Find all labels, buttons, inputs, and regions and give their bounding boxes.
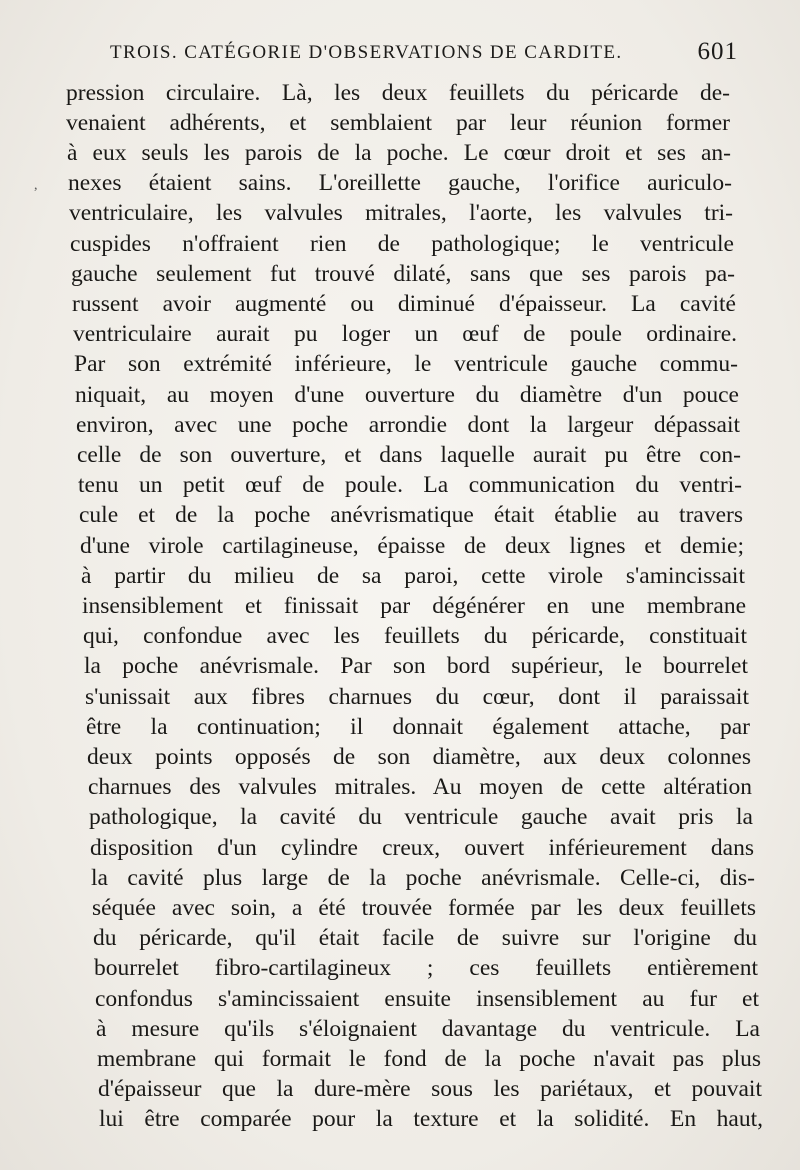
text-line: ventriculaire aurait pu loger un œuf de poule ordinaire. [73, 321, 737, 347]
text-line: du péricarde, qu'il était facile de suivre sur l'origine du [93, 925, 757, 951]
text-line: cuspides n'offraient rien de pathologique; le ventricule [70, 231, 734, 257]
text-line: insensiblement et finissait par dégénérer en une membrane [82, 593, 746, 619]
text-line: à eux seuls les parois de la poche. Le cœur droit et ses an- [67, 140, 731, 166]
running-head: TROIS. CATÉGORIE D'OBSERVATIONS DE CARDITE. [110, 42, 623, 63]
text-line: bourrelet fibro-cartilagineux ; ces feuillets entièrement [94, 955, 758, 981]
text-line: d'une virole cartilagineuse, épaisse de deux lignes et demie; [80, 533, 744, 559]
text-line: pathologique, la cavité du ventricule gauche avait pris la [89, 804, 753, 830]
text-line: à mesure qu'ils s'éloignaient davantage du ventricule. La [96, 1016, 760, 1042]
text-line: environ, avec une poche arrondie dont la largeur dépassait [76, 412, 740, 438]
text-line: disposition d'un cylindre creux, ouvert inférieurement dans [90, 835, 754, 861]
paper-speck: , [34, 178, 38, 193]
text-line: Par son extrémité inférieure, le ventricule gauche commu- [74, 351, 738, 377]
text-line: la cavité plus large de la poche anévrismale. Celle-ci, dis- [91, 865, 755, 891]
text-line: qui, confondue avec les feuillets du péricarde, constituait [83, 623, 747, 649]
text-line: russent avoir augmenté ou diminué d'épaisseur. La cavité [72, 291, 736, 317]
text-line: pression circulaire. Là, les deux feuillets du péricarde de- [66, 80, 730, 106]
text-line: cule et de la poche anévrismatique était établie au travers [79, 502, 743, 528]
page-header [110, 38, 750, 68]
text-line: niquait, au moyen d'une ouverture du diamètre d'un pouce [75, 382, 739, 408]
text-line: s'unissait aux fibres charnues du cœur, dont il paraissait [85, 684, 749, 710]
text-line: ventriculaire, les valvules mitrales, l'aorte, les valvules tri- [69, 200, 733, 226]
text-line: lui être comparée pour la texture et la solidité. En haut, [99, 1106, 763, 1132]
text-line: séquée avec soin, a été trouvée formée par les deux feuillets [92, 895, 756, 921]
text-line: charnues des valvules mitrales. Au moyen de cette altération [88, 774, 752, 800]
page-number: 601 [697, 38, 738, 65]
text-line: être la continuation; il donnait également attache, par [86, 714, 750, 740]
text-line: confondus s'amincissaient ensuite insensiblement au fur et [95, 986, 759, 1012]
text-line: membrane qui formait le fond de la poche n'avait pas plus [97, 1046, 761, 1072]
text-line: à partir du milieu de sa paroi, cette virole s'amincissait [81, 563, 745, 589]
text-line: venaient adhérents, et semblaient par leur réunion former [66, 110, 730, 136]
text-line: d'épaisseur que la dure-mère sous les pariétaux, et pouvait [98, 1076, 762, 1102]
text-line: deux points opposés de son diamètre, aux deux colonnes [87, 744, 751, 770]
text-line: celle de son ouverture, et dans laquelle aurait pu être con- [77, 442, 741, 468]
text-line: tenu un petit œuf de poule. La communication du ventri- [78, 472, 742, 498]
text-line: la poche anévrismale. Par son bord supérieur, le bourrelet [84, 653, 748, 679]
text-line: nexes étaient sains. L'oreillette gauche, l'orifice auriculo- [68, 170, 732, 196]
text-line: gauche seulement fut trouvé dilaté, sans que ses parois pa- [71, 261, 735, 287]
